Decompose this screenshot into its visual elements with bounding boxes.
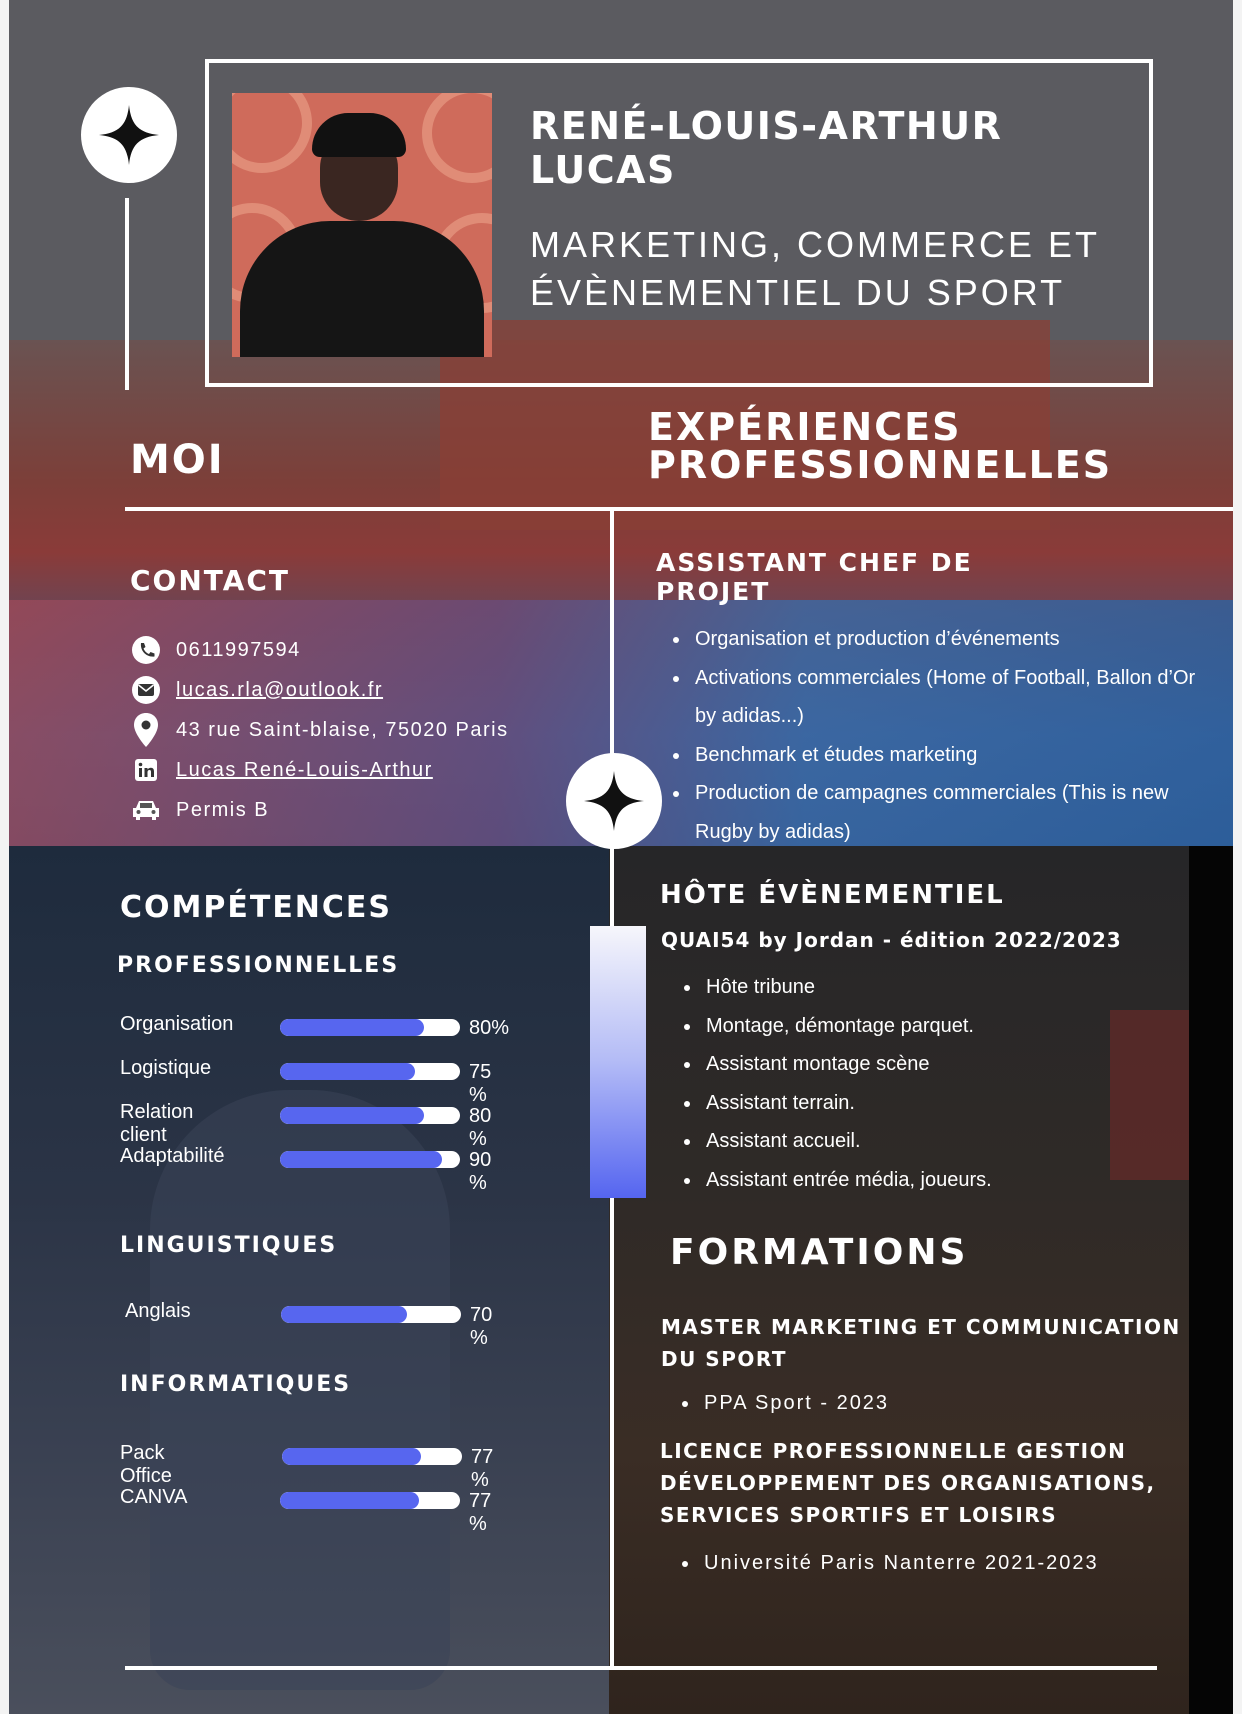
degree2-school-list [664, 1546, 1160, 1580]
contact-license: Permis B [130, 790, 600, 830]
skill-percent: 77 % [471, 1446, 494, 1491]
skill-bar-fill [280, 1063, 415, 1080]
subsection-title-linguistiques: LINGUISTIQUES [120, 1233, 338, 1258]
linkedin-link[interactable]: Lucas René-Louis-Arthur [176, 758, 433, 781]
background-dark-edge [1189, 846, 1233, 1714]
skill-bar-fill [281, 1306, 407, 1323]
skill-bar [282, 1448, 462, 1465]
skill-bar [280, 1492, 460, 1509]
email-link[interactable]: lucas.rla@outlook.fr [176, 678, 384, 701]
skill-label: Relation client [120, 1101, 194, 1146]
page-margin-left [0, 0, 9, 1714]
skill-label: Organisation [120, 1013, 234, 1035]
list-item: • Hôte tribune [702, 968, 1182, 1007]
star-icon [81, 87, 177, 183]
skill-bar [280, 1151, 460, 1168]
skill-percent: 70 % [470, 1304, 493, 1349]
skill-percent: 80% [469, 1017, 510, 1039]
list-item: • PPA Sport - 2023 [700, 1386, 1180, 1420]
email-icon [130, 674, 162, 706]
subsection-title-informatiques: INFORMATIQUES [120, 1372, 352, 1397]
list-item: • Université Paris Nanterre 2021-2023 [700, 1546, 1160, 1580]
skill-percent: 75 % [469, 1061, 492, 1106]
divider-vertical-top [125, 198, 129, 390]
skill-bar [280, 1107, 460, 1124]
linkedin-icon [130, 754, 162, 786]
skill-label: Adaptabilité [120, 1145, 225, 1167]
decorative-gradient-bar [590, 926, 646, 1198]
list-item: • Production de campagnes commerciales (This is new Rugby by adidas) [691, 774, 1201, 851]
skill-percent: 90 % [469, 1149, 492, 1194]
skill-bar-fill [280, 1019, 424, 1036]
contact-linkedin [130, 750, 600, 790]
subsection-title-professionnelles: PROFESSIONNELLES [117, 953, 400, 978]
skill-bar-fill [280, 1492, 419, 1509]
list-item: • Assistant terrain. [702, 1084, 1182, 1123]
experience1-list [655, 620, 1201, 851]
degree-licence: LICENCE PROFESSIONNELLE GESTION DÉVELOPPEMENT DES ORGANISATIONS, SERVICES SPORTIFS ET LOISIRS [660, 1439, 1156, 1527]
contact-phone: 0611997594 [130, 630, 600, 670]
list-item: • Benchmark et études marketing [691, 736, 1201, 775]
skill-label: CANVA [120, 1486, 188, 1508]
list-item: • Activations commerciales (Home of Football, Ballon d’Or by adidas...) [691, 659, 1201, 736]
degree-master: MASTER MARKETING ET COMMUNICATION DU SPORT [661, 1315, 1181, 1371]
car-icon [130, 794, 162, 826]
list-item: • Assistant entrée média, joueurs. [702, 1161, 1182, 1200]
profile-photo [232, 93, 492, 357]
skill-bar [280, 1063, 460, 1080]
section-title-moi: MOI [130, 437, 225, 483]
job-subtitle: MARKETING, COMMERCE ET ÉVÈNEMENTIEL DU SPORT [530, 224, 1101, 313]
section-title-formations: FORMATIONS [670, 1232, 969, 1273]
skill-label: Anglais [125, 1300, 191, 1322]
job-title-hote-evenementiel: HÔTE ÉVÈNEMENTIEL [660, 880, 1005, 910]
divider-horizontal-top [125, 507, 1233, 511]
skill-bar-fill [282, 1448, 421, 1465]
divider-horizontal-bottom [125, 1666, 1157, 1670]
skill-percent: 77 % [469, 1490, 492, 1535]
skill-bar [281, 1306, 461, 1323]
contact-address: 43 rue Saint-blaise, 75020 Paris [130, 710, 600, 750]
person-name: RENÉ-LOUIS-ARTHUR LUCAS [530, 104, 1003, 192]
list-item: • Organisation et production d’événements [691, 620, 1201, 659]
job-title-assistant-chef-projet: ASSISTANT CHEF DE PROJET [656, 548, 973, 606]
skill-bar-fill [280, 1151, 442, 1168]
list-item: • Montage, démontage parquet. [702, 1007, 1182, 1046]
skill-bar-fill [280, 1107, 424, 1124]
skill-label: Pack Office [120, 1442, 172, 1487]
experience2-list [666, 968, 1182, 1199]
page-margin-right [1233, 0, 1242, 1714]
contact-email [130, 670, 600, 710]
skill-percent: 80 % [469, 1105, 492, 1150]
list-item: • Assistant accueil. [702, 1122, 1182, 1161]
skill-label: Logistique [120, 1057, 212, 1079]
contact-list [130, 630, 600, 830]
section-title-experiences: EXPÉRIENCES PROFESSIONNELLES [648, 405, 1113, 487]
job-employer: QUAI54 by Jordan - édition 2022/2023 [661, 928, 1122, 952]
section-title-competences: COMPÉTENCES [120, 890, 393, 925]
degree1-school-list [664, 1386, 1180, 1420]
phone-icon [130, 634, 162, 666]
list-item: • Assistant montage scène [702, 1045, 1182, 1084]
section-title-contact: CONTACT [130, 564, 291, 597]
location-icon [130, 714, 162, 746]
skill-bar [280, 1019, 460, 1036]
